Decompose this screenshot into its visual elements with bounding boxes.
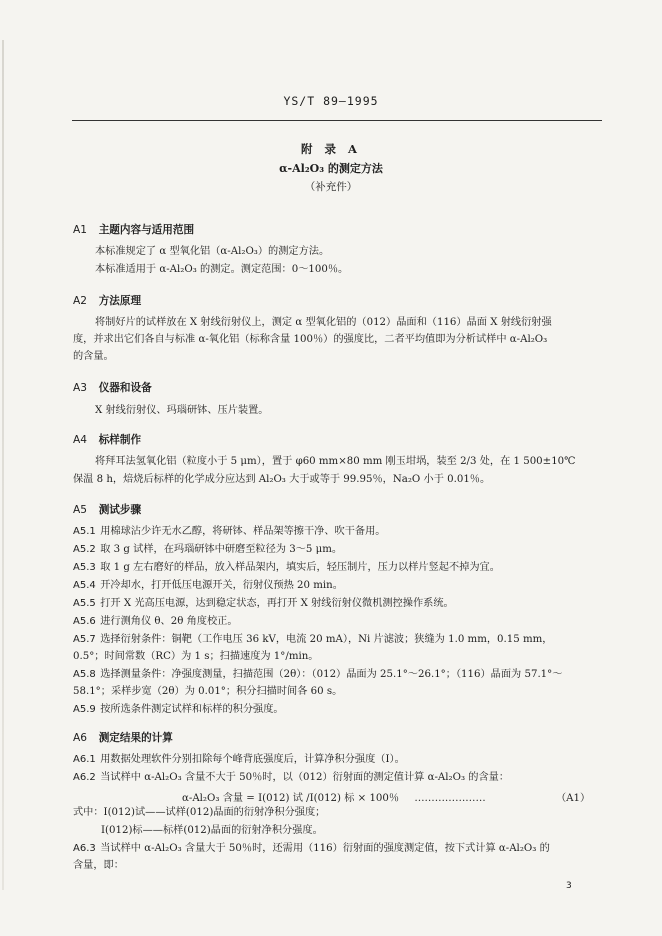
step-text: 按所选条件测定试样和标样的积分强度。 [100,704,284,715]
section-title: 标样制作 [98,434,142,446]
section-number: A3 [73,382,87,394]
step-number: A5.3 [73,562,96,573]
calc-text: 用数据处理软件分别扣除每个峰背底强度后，计算净积分强度（I）。 [100,754,405,765]
paragraph-line: 的含量。 [73,351,114,362]
step-text: 取 3 g 试样，在玛瑙研钵中研磨至粒径为 3～5 μm。 [100,544,343,555]
step-item [73,615,238,629]
appendix-subtitle: α-Al₂O₃ 的测定方法 [279,162,383,175]
section-heading-a2 [73,293,141,308]
step-number: A5.1 [73,526,96,537]
calc-text: 当试样中 α-Al₂O₃ 含量大于 50％时，还需用（116）衍射面的强度测定值，按下式计算 α-Al₂O₃ 的 [100,843,550,854]
section-title: 主题内容与适用范围 [98,224,195,236]
section-number: A2 [73,295,87,307]
step-text: 用棉球沾少许无水乙醇，将研钵、样品架等擦干净、吹干备用。 [100,526,386,537]
section-number: A6 [73,732,87,744]
section-heading-a1 [73,222,194,237]
section-heading-a5 [73,502,141,517]
section-number: A4 [73,434,87,446]
section-heading-a3 [73,380,152,395]
step-number: A5.5 [73,598,96,609]
step-number: A5.9 [73,704,96,715]
calc-item [73,842,550,856]
step-text: 选择衍射条件：铜靶（工作电压 36 kV，电流 20 mA），Ni 片滤波；狭缝为 1.0 mm，0.15 mm， [100,634,553,645]
step-text: 取 1 g 左右磨好的样品，放入样品架内，填实后，轻压制片，压力以样片竖起不掉为宜。 [100,562,500,573]
where-line: 式中：I(012)试——试样(012)晶面的衍射净积分强度； [73,807,326,818]
calc-number: A6.2 [73,772,96,783]
step-text: 进行测角仪 θ、2θ 角度校正。 [100,616,238,627]
formula-expression: α-Al₂O₃ 含量 = I(012) 试 /I(012) 标 × 100％ [182,793,400,804]
formula-leader-dots: ………………… [414,793,486,804]
step-item [73,525,386,539]
section-title: 仪器和设备 [98,382,152,394]
step-item [73,597,454,611]
paragraph-line: 将拜耳法氢氧化铝（粒度小于 5 μm），置于 φ60 mm×80 mm 刚玉坩埚，装至 2/3 处，在 1 500±10℃ [95,456,576,467]
step-number: A5.2 [73,544,96,555]
step-item [73,543,342,557]
step-number: A5.7 [73,634,96,645]
step-item [73,703,284,717]
calc-item [73,753,405,767]
formula-a1 [182,789,486,804]
section-heading-a4 [73,432,141,447]
step-number: A5.6 [73,616,96,627]
section-title: 方法原理 [98,295,142,307]
paragraph-line: 将制好片的试样放在 X 射线衍射仪上，测定 α 型氧化铝的（012）晶面和（116）晶面 X 射线衍射强 [95,317,552,328]
step-item [73,561,500,575]
header-rule [72,120,602,121]
paragraph-line: 保温 8 h，焙烧后标样的化学成分应达到 Al₂O₃ 大于或等于 99.95％，Na₂O 小于 0.01％。 [73,474,491,485]
section-heading-a6 [73,730,173,745]
appendix-title: 附 录 A [301,142,361,156]
paragraph-line: X 射线衍射仪、玛瑙研钵、压片装置。 [95,405,269,416]
step-text: 选择测量条件：净强度测量，扫描范围（2θ）：（012）晶面为 25.1°～26.1°；（116）晶面为 57.1°～ [100,669,563,680]
paragraph-line: 本标准规定了 α 型氧化铝（α-Al₂O₃）的测定方法。 [95,246,330,257]
step-item [73,668,562,682]
section-title: 测试步骤 [98,504,142,516]
step-continuation: 58.1°；采样步宽（2θ）为 0.01°；积分扫描时间各 60 s。 [73,686,343,697]
step-continuation: 0.5°；时间常数（RC）为 1 s；扫描速度为 1°/min。 [73,651,319,662]
paragraph-line: 本标准适用于 α-Al₂O₃ 的测定。测定范围：0～100％。 [95,264,349,275]
calc-item [73,771,509,785]
step-item [73,579,343,593]
paragraph-line: 度，并求出它们各自与标准 α-氧化铝（标称含量 100％）的强度比，二者平均值即为分析试样中 α-Al₂O₃ [73,334,548,345]
section-title: 测定结果的计算 [98,732,173,744]
where-line: I(012)标——标样(012)晶面的衍射净积分强度。 [101,825,323,836]
step-number: A5.8 [73,669,96,680]
calc-number: A6.3 [73,843,96,854]
calc-number: A6.1 [73,754,96,765]
step-text: 开冷却水，打开低压电源开关，衍射仪预热 20 min。 [100,580,343,591]
standard-code-header: YS/T 89—1995 [283,94,379,108]
step-number: A5.4 [73,580,96,591]
calc-continuation: 含量，即： [73,860,124,871]
appendix-note: （补充件） [304,181,358,193]
formula-label: （A1） [556,793,591,804]
section-number: A1 [73,224,87,236]
calc-text: 当试样中 α-Al₂O₃ 含量不大于 50％时，以（012）衍射面的测定值计算 α-Al₂O₃ 的含量： [100,772,510,783]
step-item [73,633,552,647]
step-text: 打开 X 光高压电源，达到稳定状态，再打开 X 射线衍射仪微机测控操作系统。 [100,598,454,609]
page-number: 3 [566,881,572,891]
section-number: A5 [73,504,87,516]
